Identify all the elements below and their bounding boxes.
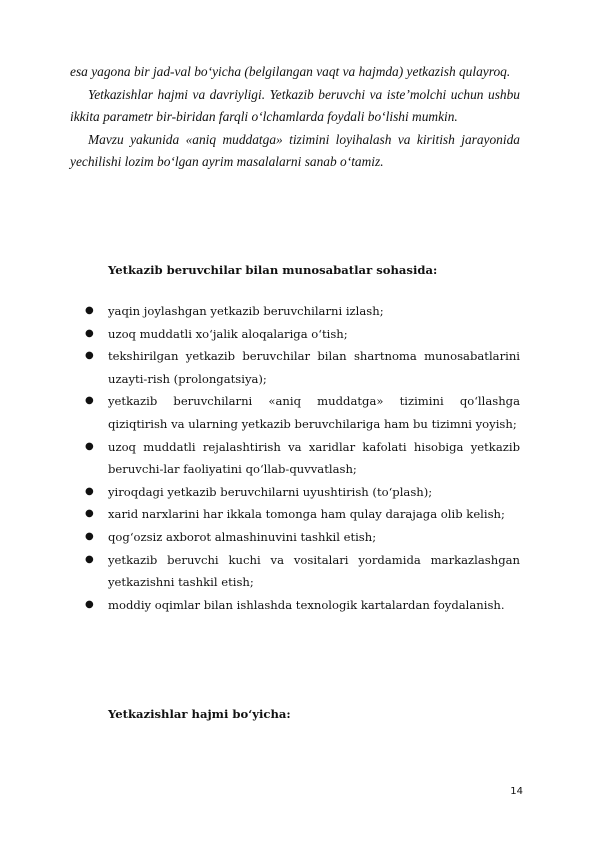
list-item-text: yetkazib beruvchi kuchi va vositalari yordamida markazlashgan yetkazishni tashkil etish; [108,552,520,590]
bullet-icon: ● [85,530,94,542]
bullet-icon: ● [85,327,94,339]
list-item [70,390,520,435]
bullet-icon: ● [85,440,94,452]
paragraph-volume-frequency: Yetkazishlar hajmi va davriyligi. Yetkazib beruvchi va iste’molchi uchun ushbu ikkita parametr bir-biridan farqli o‘lchamlarda foydali bo‘lishi mumkin. [70,86,520,125]
list-item-text: uzoq muddatli rejalashtirish va xaridlar kafolati hisobiga yetkazib beruvchi-lar faoliyatini qo‘llab-quvvatlash; [108,439,520,477]
bullet-icon: ● [85,553,94,565]
page-number: 14 [510,786,523,797]
list-item-text: yetkazib beruvchilarni «aniq muddatga» tizimini qo‘llashga qiziqtirish va ularning yetkazib beruvchilariga ham bu tizimni yoyish; [108,394,520,431]
intro-paragraphs [70,61,520,174]
list-item [70,503,520,526]
list-item [70,594,520,617]
section-heading-volume: Yetkazishlar hajmi bo‘yicha: [108,707,291,721]
bullet-icon: ● [85,350,94,362]
list-item [70,323,520,346]
supplier-bullet-list [70,300,520,616]
paragraph-continuation: esa yagona bir jad-val bo‘yicha (belgilangan vaqt va hajmda) yetkazish qulayroq. [70,64,511,79]
section-heading-suppliers: Yetkazib beruvchilar bilan munosabatlar sohasida: [108,263,438,277]
bullet-icon: ● [85,305,94,316]
list-item [70,481,520,504]
bullet-icon: ● [85,508,94,520]
list-item-text: yiroqdagi yetkazib beruvchilarni uyushtirish (to‘plash); [108,484,433,499]
list-item [70,436,520,481]
list-item-text: tekshirilgan yetkazib beruvchilar bilan shartnoma munosabatlarini uzayti-rish (prolongatsiya); [108,349,520,386]
bullet-icon: ● [85,485,94,497]
list-item-text: xarid narxlarini har ikkala tomonga ham qulay darajaga olib kelish; [108,507,505,522]
list-item-text: yaqin joylashgan yetkazib beruvchilarni izlash; [108,304,384,318]
list-item-text: uzoq muddatli xo‘jalik aloqalariga o‘tish; [108,326,348,341]
list-item-text: qog‘ozsiz axborot almashinuvini tashkil etish; [108,529,377,544]
list-item [70,526,520,549]
list-item-text: moddiy oqimlar bilan ishlashda texnologik kartalardan foydalanish. [108,597,505,612]
bullet-icon: ● [85,598,94,610]
list-item [70,300,520,323]
list-item [70,345,520,390]
bullet-icon: ● [85,395,94,407]
list-item [70,549,520,594]
paragraph-summary: Mavzu yakunida «aniq muddatga» tizimini loyihalash va kiritish jarayonida yechilishi lozim bo‘lgan ayrim masalalarni sanab o‘tamiz. [70,131,520,170]
